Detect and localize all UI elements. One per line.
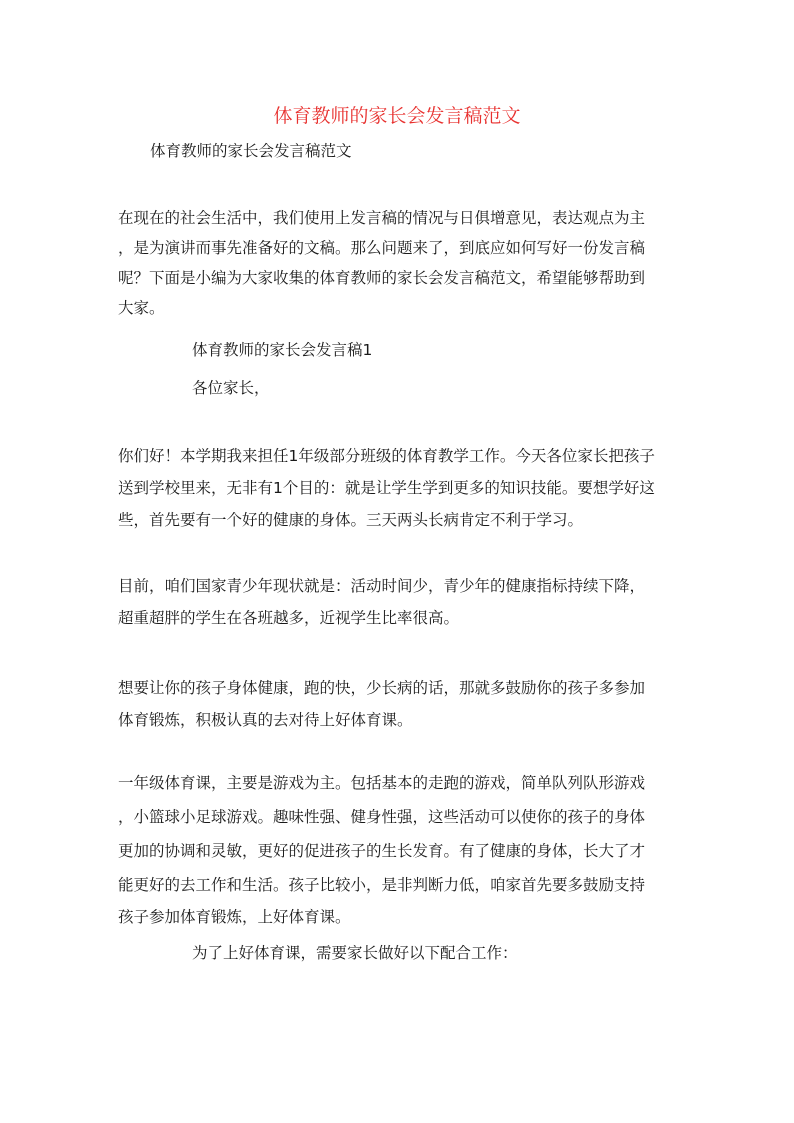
intro-line-1: 在现在的社会生活中，我们使用上发言稿的情况与日俱增意见，表达观点为主 (118, 209, 646, 227)
salutation: 各位家长， (192, 379, 270, 397)
para4-line-1: 一年级体育课，主要是游戏为主。包括基本的走跑的游戏，简单队列队形游戏 (118, 774, 646, 792)
intro-line-4: 大家。 (118, 299, 165, 317)
para3-line-2: 体育锻炼，积极认真的去对待上好体育课。 (118, 711, 413, 729)
closing-line: 为了上好体育课，需要家长做好以下配合工作： (192, 944, 518, 962)
para2-line-1: 目前，咱们国家青少年现状就是：活动时间少，青少年的健康指标持续下降， (118, 577, 646, 595)
para4-line-2: ，小篮球小足球游戏。趣味性强、健身性强，这些活动可以使你的孩子的身体 (118, 808, 646, 826)
para4-line-5: 孩子参加体育锻炼，上好体育课。 (118, 908, 351, 926)
section-heading: 体育教师的家长会发言稿1 (192, 341, 373, 359)
intro-line-3: 呢？下面是小编为大家收集的体育教师的家长会发言稿范文，希望能够帮助到 (118, 269, 646, 287)
para1-line-3: 些，首先要有一个好的健康的身体。三天两头长病肯定不利于学习。 (118, 511, 584, 529)
para1-line-2: 送到学校里来，无非有1个目的：就是让学生学到更多的知识技能。要想学好这 (118, 479, 655, 497)
para4-line-3: 更加的协调和灵敏，更好的促进孩子的生长发育。有了健康的身体，长大了才 (118, 842, 646, 860)
para2-line-2: 超重超胖的学生在各班越多，近视学生比率很高。 (118, 609, 460, 627)
document-subtitle: 体育教师的家长会发言稿范文 (150, 142, 352, 160)
document-title: 体育教师的家长会发言稿范文 (273, 105, 521, 127)
para1-line-1: 你们好！本学期我来担任1年级部分班级的体育教学工作。今天各位家长把孩子 (118, 447, 655, 465)
intro-line-2: ，是为演讲而事先准备好的文稿。那么问题来了，到底应如何写好一份发言稿 (118, 239, 646, 257)
para4-line-4: 能更好的去工作和生活。孩子比较小，是非判断力低，咱家首先要多鼓励支持 (118, 876, 646, 894)
para3-line-1: 想要让你的孩子身体健康，跑的快，少长病的话，那就多鼓励你的孩子多参加 (118, 679, 646, 697)
